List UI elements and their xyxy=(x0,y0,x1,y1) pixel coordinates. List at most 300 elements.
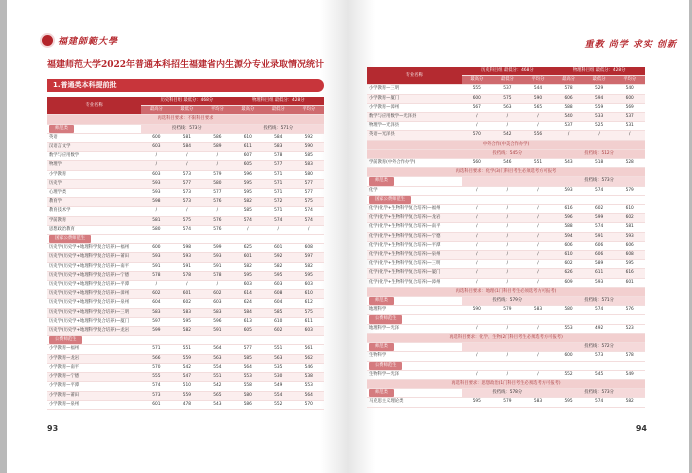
table-cell: 579 xyxy=(614,186,645,195)
table-cell: 601 xyxy=(141,400,171,409)
table-cell: 537 xyxy=(614,113,645,122)
table-cell: / xyxy=(614,131,645,140)
table-cell: 597 xyxy=(294,253,324,262)
table-cell: 602 xyxy=(553,260,584,269)
table-cell: 最低分 xyxy=(584,76,615,85)
table-cell: 小学教育 xyxy=(47,170,141,179)
category-label: 师范类 xyxy=(369,297,394,305)
table-cell: / xyxy=(263,225,293,234)
table-row xyxy=(47,400,324,409)
table-cell: 589 xyxy=(202,143,232,152)
table-cell: 552 xyxy=(553,370,584,379)
requirement-bar xyxy=(367,168,645,177)
category-row xyxy=(47,124,324,133)
table-cell: / xyxy=(492,352,523,361)
table-cell: 小学教育—泉州 xyxy=(47,400,141,409)
table-cell: / xyxy=(202,161,232,170)
table-cell: 523 xyxy=(614,324,645,333)
table-cell: 545 xyxy=(584,370,615,379)
table-cell: 551 xyxy=(172,345,202,354)
category-chip xyxy=(367,315,462,324)
table-cell: 历史科目组 最低分：468分 xyxy=(462,67,554,76)
table-cell: 538 xyxy=(294,373,324,382)
table-cell: 最低分 xyxy=(263,106,293,115)
table-cell: / xyxy=(584,131,615,140)
table-cell: 616 xyxy=(614,269,645,278)
table-cell: 600 xyxy=(141,244,171,253)
table-cell: / xyxy=(523,241,554,250)
table-cell: 581 xyxy=(141,216,171,225)
table-cell: 610 xyxy=(263,317,293,326)
table-cell: 546 xyxy=(294,363,324,372)
table-cell: / xyxy=(492,232,523,241)
cutoff-history xyxy=(462,343,554,352)
table-cell: 571 xyxy=(263,170,293,179)
table-cell: 596 xyxy=(233,170,263,179)
table-cell: 611 xyxy=(233,143,263,152)
table-cell: 569 xyxy=(614,103,645,112)
table-cell: 577 xyxy=(263,161,293,170)
table-row xyxy=(47,262,324,271)
table-cell: 599 xyxy=(141,327,171,336)
table-row xyxy=(367,324,645,333)
cutoff-physics: 投档线：571分 xyxy=(553,297,645,306)
category-row xyxy=(367,343,645,352)
table-row xyxy=(47,391,324,400)
table-cell: 再选科目要求：化学(3)门科目考生必须选考方可报考 xyxy=(367,168,645,177)
table-cell: 552 xyxy=(263,400,293,409)
table-cell: 565 xyxy=(202,391,232,400)
table-cell: 603 xyxy=(233,281,263,290)
table-cell: 平均分 xyxy=(202,106,232,115)
table-cell: / xyxy=(523,278,554,287)
requirement-bar xyxy=(367,140,645,149)
table-cell: 602 xyxy=(141,290,171,299)
cutoff-history: 投档线：573分 xyxy=(141,124,232,133)
table-cell: 化学 xyxy=(367,186,462,195)
table-cell: 581 xyxy=(614,223,645,232)
table-row xyxy=(367,223,645,232)
table-cell: 592 xyxy=(263,253,293,262)
table-cell: / xyxy=(462,223,493,232)
table-cell: 573 xyxy=(172,170,202,179)
table-cell: 574 xyxy=(294,207,324,216)
table-cell: 562 xyxy=(294,354,324,363)
table-cell: 再选科目要求：思想政治(1门科目考生必须选考方可报考) xyxy=(367,379,645,388)
table-cell: 608 xyxy=(263,290,293,299)
motto-calligraphy: 重教 尚学 求实 创新 xyxy=(584,40,677,50)
table-cell: 平均分 xyxy=(294,106,324,115)
table-cell: 572 xyxy=(263,198,293,207)
table-cell: 578 xyxy=(614,352,645,361)
table-cell: 最低分 xyxy=(172,106,202,115)
table-cell: / xyxy=(523,186,554,195)
table-cell: 601 xyxy=(263,244,293,253)
table-cell: 592 xyxy=(294,133,324,142)
table-cell: / xyxy=(202,207,232,216)
table-cell: 584 xyxy=(263,133,293,142)
table-cell: 593 xyxy=(614,232,645,241)
table-cell: / xyxy=(492,214,523,223)
table-cell: 575 xyxy=(172,216,202,225)
table-cell: / xyxy=(141,161,171,170)
table-row xyxy=(47,170,324,179)
table-cell: 历史学(历史学+地理科学复合培养)—三明 xyxy=(47,308,141,317)
table-cell: 思想政治教育 xyxy=(47,225,141,234)
table-cell: 生物科学 xyxy=(367,352,462,361)
table-cell: 602 xyxy=(202,290,232,299)
left-page xyxy=(7,0,348,473)
table-cell: 马克思主义理论类 xyxy=(367,398,462,407)
table-cell: 614 xyxy=(233,290,263,299)
table-cell: 573 xyxy=(141,391,171,400)
table-cell: 599 xyxy=(584,214,615,223)
table-cell: 化学(化学+生物科学复合培养)—南平 xyxy=(367,223,462,232)
table-row xyxy=(367,113,645,122)
table-cell: 555 xyxy=(462,85,493,94)
category-label: 公费师范生 xyxy=(369,362,402,370)
table-cell: 577 xyxy=(294,179,324,188)
table-cell: 595 xyxy=(614,260,645,269)
table-cell: 606 xyxy=(584,241,615,250)
table-cell: 历史学(历史学+地理科学复合培养)—平潭 xyxy=(47,281,141,290)
category-chip xyxy=(47,235,141,244)
table-cell: 577 xyxy=(233,345,263,354)
table-cell: 593 xyxy=(172,253,202,262)
table-cell: 物理学 xyxy=(47,161,141,170)
table-cell: 540 xyxy=(614,85,645,94)
table-cell: 583 xyxy=(172,308,202,317)
table-cell: 地理科学—光泽 xyxy=(367,324,462,333)
category-chip xyxy=(367,297,462,306)
table-cell: 551 xyxy=(523,159,554,168)
table-cell: 数学与应用数学 xyxy=(47,152,141,161)
cutoff-physics: 投档线：573分 xyxy=(553,389,645,398)
table-cell: / xyxy=(492,278,523,287)
table-cell: 化学(化学+生物科学复合培养)—厦门 xyxy=(367,269,462,278)
category-row xyxy=(367,361,645,370)
table-cell: / xyxy=(523,269,554,278)
table-cell: 583 xyxy=(141,308,171,317)
table-cell: 汉语言文学 xyxy=(47,143,141,152)
table-cell: 556 xyxy=(523,131,554,140)
table-cell: 英语 xyxy=(47,133,141,142)
table-cell: 历史学(历史学+地理科学复合培养)—泉州 xyxy=(47,299,141,308)
table-cell: / xyxy=(172,207,202,216)
category-label: 公费师范生 xyxy=(369,315,402,323)
table-cell: 602 xyxy=(172,299,202,308)
table-cell: 589 xyxy=(584,260,615,269)
table-cell: 学前教育(中外合作办学) xyxy=(367,159,462,168)
table-cell: 591 xyxy=(202,327,232,336)
table-row xyxy=(47,225,324,234)
table-cell: 574 xyxy=(584,306,615,315)
cutoff-physics: 投档线：572分 xyxy=(553,343,645,352)
table-cell: / xyxy=(492,205,523,214)
table-cell: 603 xyxy=(141,170,171,179)
table-cell: / xyxy=(462,370,493,379)
table-cell: / xyxy=(492,370,523,379)
table-cell: / xyxy=(462,352,493,361)
table-cell: 576 xyxy=(202,198,232,207)
table-row xyxy=(47,216,324,225)
table-cell: 610 xyxy=(553,251,584,260)
table-cell: / xyxy=(141,152,171,161)
table-cell: 571 xyxy=(263,207,293,216)
table-cell: 605 xyxy=(233,161,263,170)
table-cell: 595 xyxy=(553,398,584,407)
table-cell: 595 xyxy=(462,398,493,407)
table-cell: 583 xyxy=(294,161,324,170)
table-cell: 580 xyxy=(141,225,171,234)
table-cell: 575 xyxy=(294,308,324,317)
table-cell: 小学教育—三明 xyxy=(367,85,462,94)
table-cell: 578 xyxy=(172,271,202,280)
table-cell: 604 xyxy=(263,299,293,308)
table-row xyxy=(367,94,645,103)
category-row xyxy=(367,315,645,324)
table-cell: 584 xyxy=(233,308,263,317)
table-row xyxy=(47,179,324,188)
table-cell: 最高分 xyxy=(553,76,584,85)
table-cell: / xyxy=(492,122,523,131)
table-cell: 565 xyxy=(523,103,554,112)
page-number: 94 xyxy=(635,424,647,433)
category-label: 国家公费师范生 xyxy=(49,235,91,243)
table-cell: 577 xyxy=(172,179,202,188)
table-cell: 小学教育—南平 xyxy=(47,363,141,372)
table-cell: 小学教育—福州 xyxy=(47,345,141,354)
table-cell: 583 xyxy=(202,308,232,317)
table-cell: / xyxy=(553,131,584,140)
spacer xyxy=(141,336,324,345)
table-cell: / xyxy=(523,324,554,333)
table-row xyxy=(367,122,645,131)
table-cell: 573 xyxy=(172,189,202,198)
table-cell: 596 xyxy=(202,317,232,326)
table-cell: 教育学 xyxy=(47,198,141,207)
table-cell: 530 xyxy=(263,373,293,382)
table-cell: 专业名称 xyxy=(367,67,462,85)
table-cell: 553 xyxy=(233,373,263,382)
table-cell: / xyxy=(462,113,493,122)
table-row xyxy=(47,152,324,161)
table-cell: 606 xyxy=(614,241,645,250)
table-row xyxy=(47,207,324,216)
table-cell: 543 xyxy=(553,159,584,168)
table-cell: 586 xyxy=(233,400,263,409)
table-cell: 571 xyxy=(263,189,293,198)
table-cell: 历史学(历史学+地理科学复合培养)—福州 xyxy=(47,244,141,253)
table-cell: 583 xyxy=(523,306,554,315)
category-chip xyxy=(367,177,462,186)
category-row xyxy=(367,177,645,186)
table-cell: 598 xyxy=(141,198,171,207)
table-cell: / xyxy=(523,370,554,379)
table-cell: 553 xyxy=(294,382,324,391)
table-row xyxy=(47,271,324,280)
table-cell: 613 xyxy=(233,317,263,326)
table-cell: 586 xyxy=(202,133,232,142)
table-cell: 579 xyxy=(202,170,232,179)
table-cell: 生物科学—光泽 xyxy=(367,370,462,379)
table-cell: 544 xyxy=(523,85,554,94)
table-cell: 601 xyxy=(614,278,645,287)
table-cell: 573 xyxy=(172,198,202,207)
table-header xyxy=(47,97,324,106)
table-cell: / xyxy=(462,241,493,250)
cutoff-history: 投档线：579分 xyxy=(462,297,554,306)
table-cell: 610 xyxy=(294,290,324,299)
table-row xyxy=(367,232,645,241)
table-cell: 605 xyxy=(233,327,263,336)
right-page xyxy=(348,0,689,473)
university-logo xyxy=(40,33,118,48)
table-cell: 582 xyxy=(172,327,202,336)
table-cell: / xyxy=(523,232,554,241)
table-cell: 478 xyxy=(172,400,202,409)
table-cell: / xyxy=(202,281,232,290)
cutoff-row xyxy=(367,149,645,158)
table-cell: / xyxy=(492,251,523,260)
table-cell: 578 xyxy=(553,85,584,94)
table-cell: 583 xyxy=(263,143,293,152)
table-cell: 608 xyxy=(294,244,324,253)
table-row xyxy=(47,345,324,354)
category-label: 师范类 xyxy=(369,343,394,351)
cutoff-history: 投档线：578分 xyxy=(462,389,554,398)
category-row xyxy=(367,297,645,306)
category-chip xyxy=(47,124,141,133)
table-cell: / xyxy=(141,281,171,290)
spacer xyxy=(462,195,645,204)
table-cell: 492 xyxy=(584,324,615,333)
table-cell: 510 xyxy=(172,382,202,391)
table-cell: / xyxy=(462,232,493,241)
table-cell: 590 xyxy=(462,306,493,315)
table-cell: 625 xyxy=(233,244,263,253)
table-cell: 再选科目要求：化学、生物(2门科目考生必须选考方可报考) xyxy=(367,333,645,342)
table-cell: 投档线：512分 xyxy=(553,149,645,158)
cutoff-history xyxy=(462,177,554,186)
table-cell: 591 xyxy=(584,232,615,241)
category-label: 师范类 xyxy=(369,177,394,185)
table-row xyxy=(367,186,645,195)
table-cell: / xyxy=(523,352,554,361)
table-cell: 585 xyxy=(263,308,293,317)
table-row xyxy=(47,143,324,152)
table-cell: 602 xyxy=(584,205,615,214)
table-row xyxy=(47,189,324,198)
table-cell: 593 xyxy=(141,179,171,188)
section-heading: 1.普通类本科提前批 xyxy=(47,79,324,92)
table-cell: 559 xyxy=(584,103,615,112)
table-cell: 582 xyxy=(233,262,263,271)
table-cell: 593 xyxy=(553,186,584,195)
spacer xyxy=(367,149,462,158)
table-cell: / xyxy=(523,113,554,122)
table-cell: / xyxy=(492,223,523,232)
table-cell: 543 xyxy=(202,400,232,409)
table-cell: 555 xyxy=(141,373,171,382)
category-label: 师范类 xyxy=(369,389,394,397)
table-cell: / xyxy=(523,223,554,232)
table-cell: / xyxy=(462,214,493,223)
table-cell: 607 xyxy=(233,152,263,161)
table-cell: 595 xyxy=(294,271,324,280)
table-cell: 588 xyxy=(553,223,584,232)
table-cell: 历史学(历史学+地理科学复合培养)—莆田 xyxy=(47,253,141,262)
table-cell: 576 xyxy=(202,225,232,234)
table-cell: 563 xyxy=(202,354,232,363)
table-cell: 611 xyxy=(584,269,615,278)
table-row xyxy=(367,251,645,260)
table-cell: / xyxy=(492,269,523,278)
table-cell: 580 xyxy=(553,306,584,315)
table-cell: 中外合作(中美合作办学) xyxy=(367,140,645,149)
table-cell: 559 xyxy=(172,354,202,363)
table-cell: 573 xyxy=(584,352,615,361)
table-row xyxy=(47,198,324,207)
table-cell: 603 xyxy=(294,281,324,290)
table-cell: 626 xyxy=(553,269,584,278)
table-cell: 593 xyxy=(202,253,232,262)
table-cell: 590 xyxy=(523,94,554,103)
table-cell: 平均分 xyxy=(614,76,645,85)
table-row xyxy=(47,244,324,253)
table-cell: 558 xyxy=(233,382,263,391)
category-chip xyxy=(47,336,141,345)
table-cell: 611 xyxy=(294,317,324,326)
table-cell: 571 xyxy=(263,179,293,188)
table-cell: 591 xyxy=(202,262,232,271)
table-cell: 593 xyxy=(141,189,171,198)
table-cell: 最高分 xyxy=(462,76,493,85)
table-cell: 529 xyxy=(584,85,615,94)
table-cell: 教育技术学 xyxy=(47,207,141,216)
table-cell: 化学(化学+生物科学复合培养)—福州 xyxy=(367,205,462,214)
admission-table-left xyxy=(47,97,324,410)
table-cell: / xyxy=(202,152,232,161)
category-chip xyxy=(367,361,462,370)
table-cell: 542 xyxy=(492,131,523,140)
category-row xyxy=(47,235,324,244)
table-cell: 575 xyxy=(294,198,324,207)
table-row xyxy=(47,290,324,299)
table-cell: 582 xyxy=(614,398,645,407)
table-cell: 再选科目要求：地理(1门科目考生必须选考方可报考) xyxy=(367,287,645,296)
table-cell: 591 xyxy=(141,262,171,271)
table-cell: 593 xyxy=(141,253,171,262)
table-row xyxy=(47,317,324,326)
table-cell: 574 xyxy=(233,216,263,225)
table-cell: 528 xyxy=(614,159,645,168)
table-cell: 历史学 xyxy=(47,179,141,188)
requirement-bar xyxy=(47,115,324,124)
table-row xyxy=(47,281,324,290)
spacer xyxy=(141,235,324,244)
table-cell: 574 xyxy=(141,382,171,391)
table-row xyxy=(367,205,645,214)
table-cell: / xyxy=(492,113,523,122)
table-cell: 596 xyxy=(553,214,584,223)
table-cell: 559 xyxy=(172,391,202,400)
table-cell: 584 xyxy=(172,143,202,152)
table-cell: / xyxy=(172,281,202,290)
table-row xyxy=(47,299,324,308)
table-cell: 历史科目组 最低分：468分 xyxy=(141,97,232,106)
table-header xyxy=(367,67,645,76)
